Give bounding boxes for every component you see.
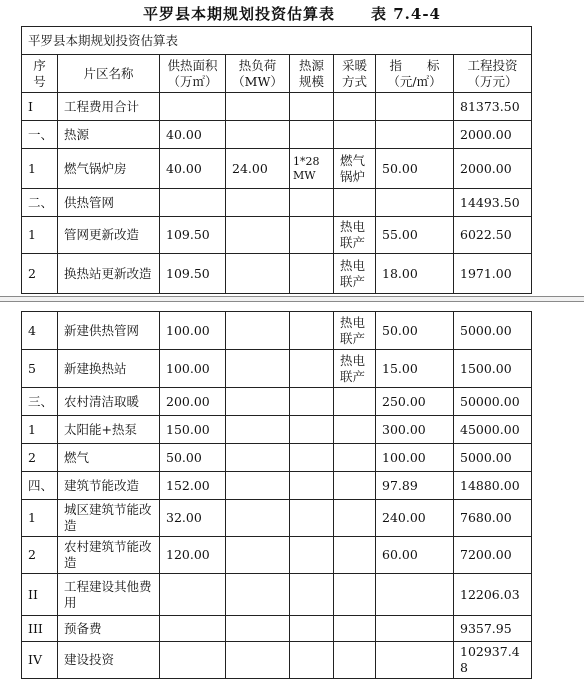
header-cell: 热负荷（MW） [226, 55, 290, 93]
table-cell: 24.00 [226, 149, 290, 189]
table-cell [334, 574, 376, 616]
table-cell [290, 121, 334, 149]
table-cell: 152.00 [160, 472, 226, 500]
table-cell [290, 444, 334, 472]
table-cell [160, 616, 226, 642]
table-cell [376, 189, 454, 217]
table-cell: 6022.50 [454, 217, 532, 254]
table-cell: 管网更新改造 [58, 217, 160, 254]
table-cell [226, 93, 290, 121]
table-cell: 1*28MW [290, 149, 334, 189]
table-cell: 燃气锅炉 [334, 149, 376, 189]
investment-table-page1 [21, 26, 532, 294]
table-cell: 1 [22, 416, 58, 444]
table-cell: 换热站更新改造 [58, 254, 160, 294]
table-cell: I [22, 93, 58, 121]
table-cell [226, 121, 290, 149]
table-cell [334, 500, 376, 537]
table-cell [226, 642, 290, 679]
table-cell [290, 416, 334, 444]
table-cell [290, 388, 334, 416]
table-cell [334, 444, 376, 472]
table-cell [290, 312, 334, 350]
table-cell: 9357.95 [454, 616, 532, 642]
table-cell: 1 [22, 217, 58, 254]
table-row [22, 312, 532, 350]
table-caption: 平罗县本期规划投资估算表 [22, 27, 532, 55]
table-row [22, 642, 532, 679]
table-cell: 1 [22, 500, 58, 537]
table-row [22, 254, 532, 294]
table-cell: 建设投资 [58, 642, 160, 679]
table-row [22, 189, 532, 217]
table-cell: 预备费 [58, 616, 160, 642]
table-cell [334, 616, 376, 642]
table-title-text: 平罗县本期规划投资估算表 [143, 5, 336, 23]
table-cell: 热电联产 [334, 217, 376, 254]
header-cell: 热源规模 [290, 55, 334, 93]
table-cell [376, 93, 454, 121]
table-cell: 农村建筑节能改造 [58, 537, 160, 574]
table-row [22, 574, 532, 616]
table-row [22, 350, 532, 388]
table-cell [226, 444, 290, 472]
table-cell: 燃气 [58, 444, 160, 472]
table-cell: 供热管网 [58, 189, 160, 217]
table-cell: 50.00 [160, 444, 226, 472]
table-cell: 40.00 [160, 149, 226, 189]
table-cell [226, 312, 290, 350]
table-cell: 5000.00 [454, 444, 532, 472]
table-row [22, 537, 532, 574]
table-cell: 三、 [22, 388, 58, 416]
table-cell: 15.00 [376, 350, 454, 388]
table-cell [334, 121, 376, 149]
table-cell: 55.00 [376, 217, 454, 254]
table-cell: 一、 [22, 121, 58, 149]
header-cell: 片区名称 [58, 55, 160, 93]
table-cell: 农村清洁取暖 [58, 388, 160, 416]
table-cell: 32.00 [160, 500, 226, 537]
table-cell: 18.00 [376, 254, 454, 294]
table-cell [160, 93, 226, 121]
table-row [22, 217, 532, 254]
table-cell: 5 [22, 350, 58, 388]
table-cell: 150.00 [160, 416, 226, 444]
table-row [22, 149, 532, 189]
table-cell [334, 472, 376, 500]
table-cell [334, 93, 376, 121]
table-cell [226, 472, 290, 500]
table-cell: 新建换热站 [58, 350, 160, 388]
table-cell: 40.00 [160, 121, 226, 149]
table-cell [290, 472, 334, 500]
table-cell: 12206.03 [454, 574, 532, 616]
table-cell [334, 189, 376, 217]
table-cell [160, 189, 226, 217]
table-cell [226, 416, 290, 444]
table-cell [290, 616, 334, 642]
table-cell: 50.00 [376, 312, 454, 350]
table-cell [334, 537, 376, 574]
table-cell: 2000.00 [454, 149, 532, 189]
table-cell: 7680.00 [454, 500, 532, 537]
table-cell [376, 616, 454, 642]
table-cell [226, 189, 290, 217]
table-row [22, 616, 532, 642]
table-cell: 50.00 [376, 149, 454, 189]
header-row [22, 55, 532, 93]
table-row [22, 121, 532, 149]
table-cell [376, 121, 454, 149]
table-title [0, 3, 584, 24]
table-cell: 建筑节能改造 [58, 472, 160, 500]
table-row [22, 416, 532, 444]
table-cell: 太阳能+热泵 [58, 416, 160, 444]
table-cell: 100.00 [160, 312, 226, 350]
table-cell: 热源 [58, 121, 160, 149]
table-cell [376, 642, 454, 679]
table-cell: 50000.00 [454, 388, 532, 416]
table-cell: 新建供热管网 [58, 312, 160, 350]
table-cell: III [22, 616, 58, 642]
table-cell: II [22, 574, 58, 616]
table-cell: 工程建设其他费用 [58, 574, 160, 616]
table-cell [226, 537, 290, 574]
table-cell: 250.00 [376, 388, 454, 416]
table-cell: 二、 [22, 189, 58, 217]
table-cell [376, 574, 454, 616]
table-cell [226, 350, 290, 388]
table-cell: 城区建筑节能改造 [58, 500, 160, 537]
table-cell [226, 616, 290, 642]
table-cell [160, 642, 226, 679]
table-cell: 2000.00 [454, 121, 532, 149]
header-cell: 工程投资（万元） [454, 55, 532, 93]
table-cell: 4 [22, 312, 58, 350]
table-row [22, 388, 532, 416]
header-cell: 供热面积（万㎡） [160, 55, 226, 93]
table-cell: 热电联产 [334, 254, 376, 294]
table-cell [226, 254, 290, 294]
table-cell [290, 574, 334, 616]
table-cell: 2 [22, 444, 58, 472]
table-cell: 45000.00 [454, 416, 532, 444]
table-cell: 四、 [22, 472, 58, 500]
header-cell: 采暖方式 [334, 55, 376, 93]
table-row [22, 444, 532, 472]
table-cell: 109.50 [160, 217, 226, 254]
table-cell: 100.00 [376, 444, 454, 472]
table-cell: 7200.00 [454, 537, 532, 574]
table-cell: 1971.00 [454, 254, 532, 294]
investment-table-page2 [21, 311, 532, 679]
header-cell: 指 标（元/㎡） [376, 55, 454, 93]
table-cell [290, 217, 334, 254]
page-break [0, 293, 584, 305]
table-row [22, 500, 532, 537]
table-cell [226, 388, 290, 416]
table-cell: 14493.50 [454, 189, 532, 217]
table-row [22, 472, 532, 500]
table-cell: 2 [22, 254, 58, 294]
table-cell: 热电联产 [334, 312, 376, 350]
table-cell: 97.89 [376, 472, 454, 500]
table-cell: IV [22, 642, 58, 679]
table-cell [334, 388, 376, 416]
table-cell: 1 [22, 149, 58, 189]
table-cell [160, 574, 226, 616]
table-cell: 1500.00 [454, 350, 532, 388]
table-number: 表 7.4-4 [371, 5, 441, 23]
table-cell [226, 217, 290, 254]
table-cell: 109.50 [160, 254, 226, 294]
table-cell: 2 [22, 537, 58, 574]
table-cell [290, 500, 334, 537]
table-cell: 300.00 [376, 416, 454, 444]
table-cell [290, 537, 334, 574]
table-cell [290, 254, 334, 294]
table-cell [334, 416, 376, 444]
table-cell: 燃气锅炉房 [58, 149, 160, 189]
header-cell: 序号 [22, 55, 58, 93]
table-cell: 240.00 [376, 500, 454, 537]
table-row [22, 93, 532, 121]
table-cell: 14880.00 [454, 472, 532, 500]
table-cell [290, 93, 334, 121]
table-cell [226, 500, 290, 537]
table-cell [290, 350, 334, 388]
table-cell: 120.00 [160, 537, 226, 574]
table-cell: 60.00 [376, 537, 454, 574]
table-cell: 热电联产 [334, 350, 376, 388]
table-cell: 200.00 [160, 388, 226, 416]
table-cell [226, 574, 290, 616]
table-cell: 工程费用合计 [58, 93, 160, 121]
table-cell: 5000.00 [454, 312, 532, 350]
table-cell [334, 642, 376, 679]
table-cell [290, 189, 334, 217]
table-cell: 81373.50 [454, 93, 532, 121]
table-cell: 102937.48 [454, 642, 532, 679]
table-cell: 100.00 [160, 350, 226, 388]
table-cell [290, 642, 334, 679]
